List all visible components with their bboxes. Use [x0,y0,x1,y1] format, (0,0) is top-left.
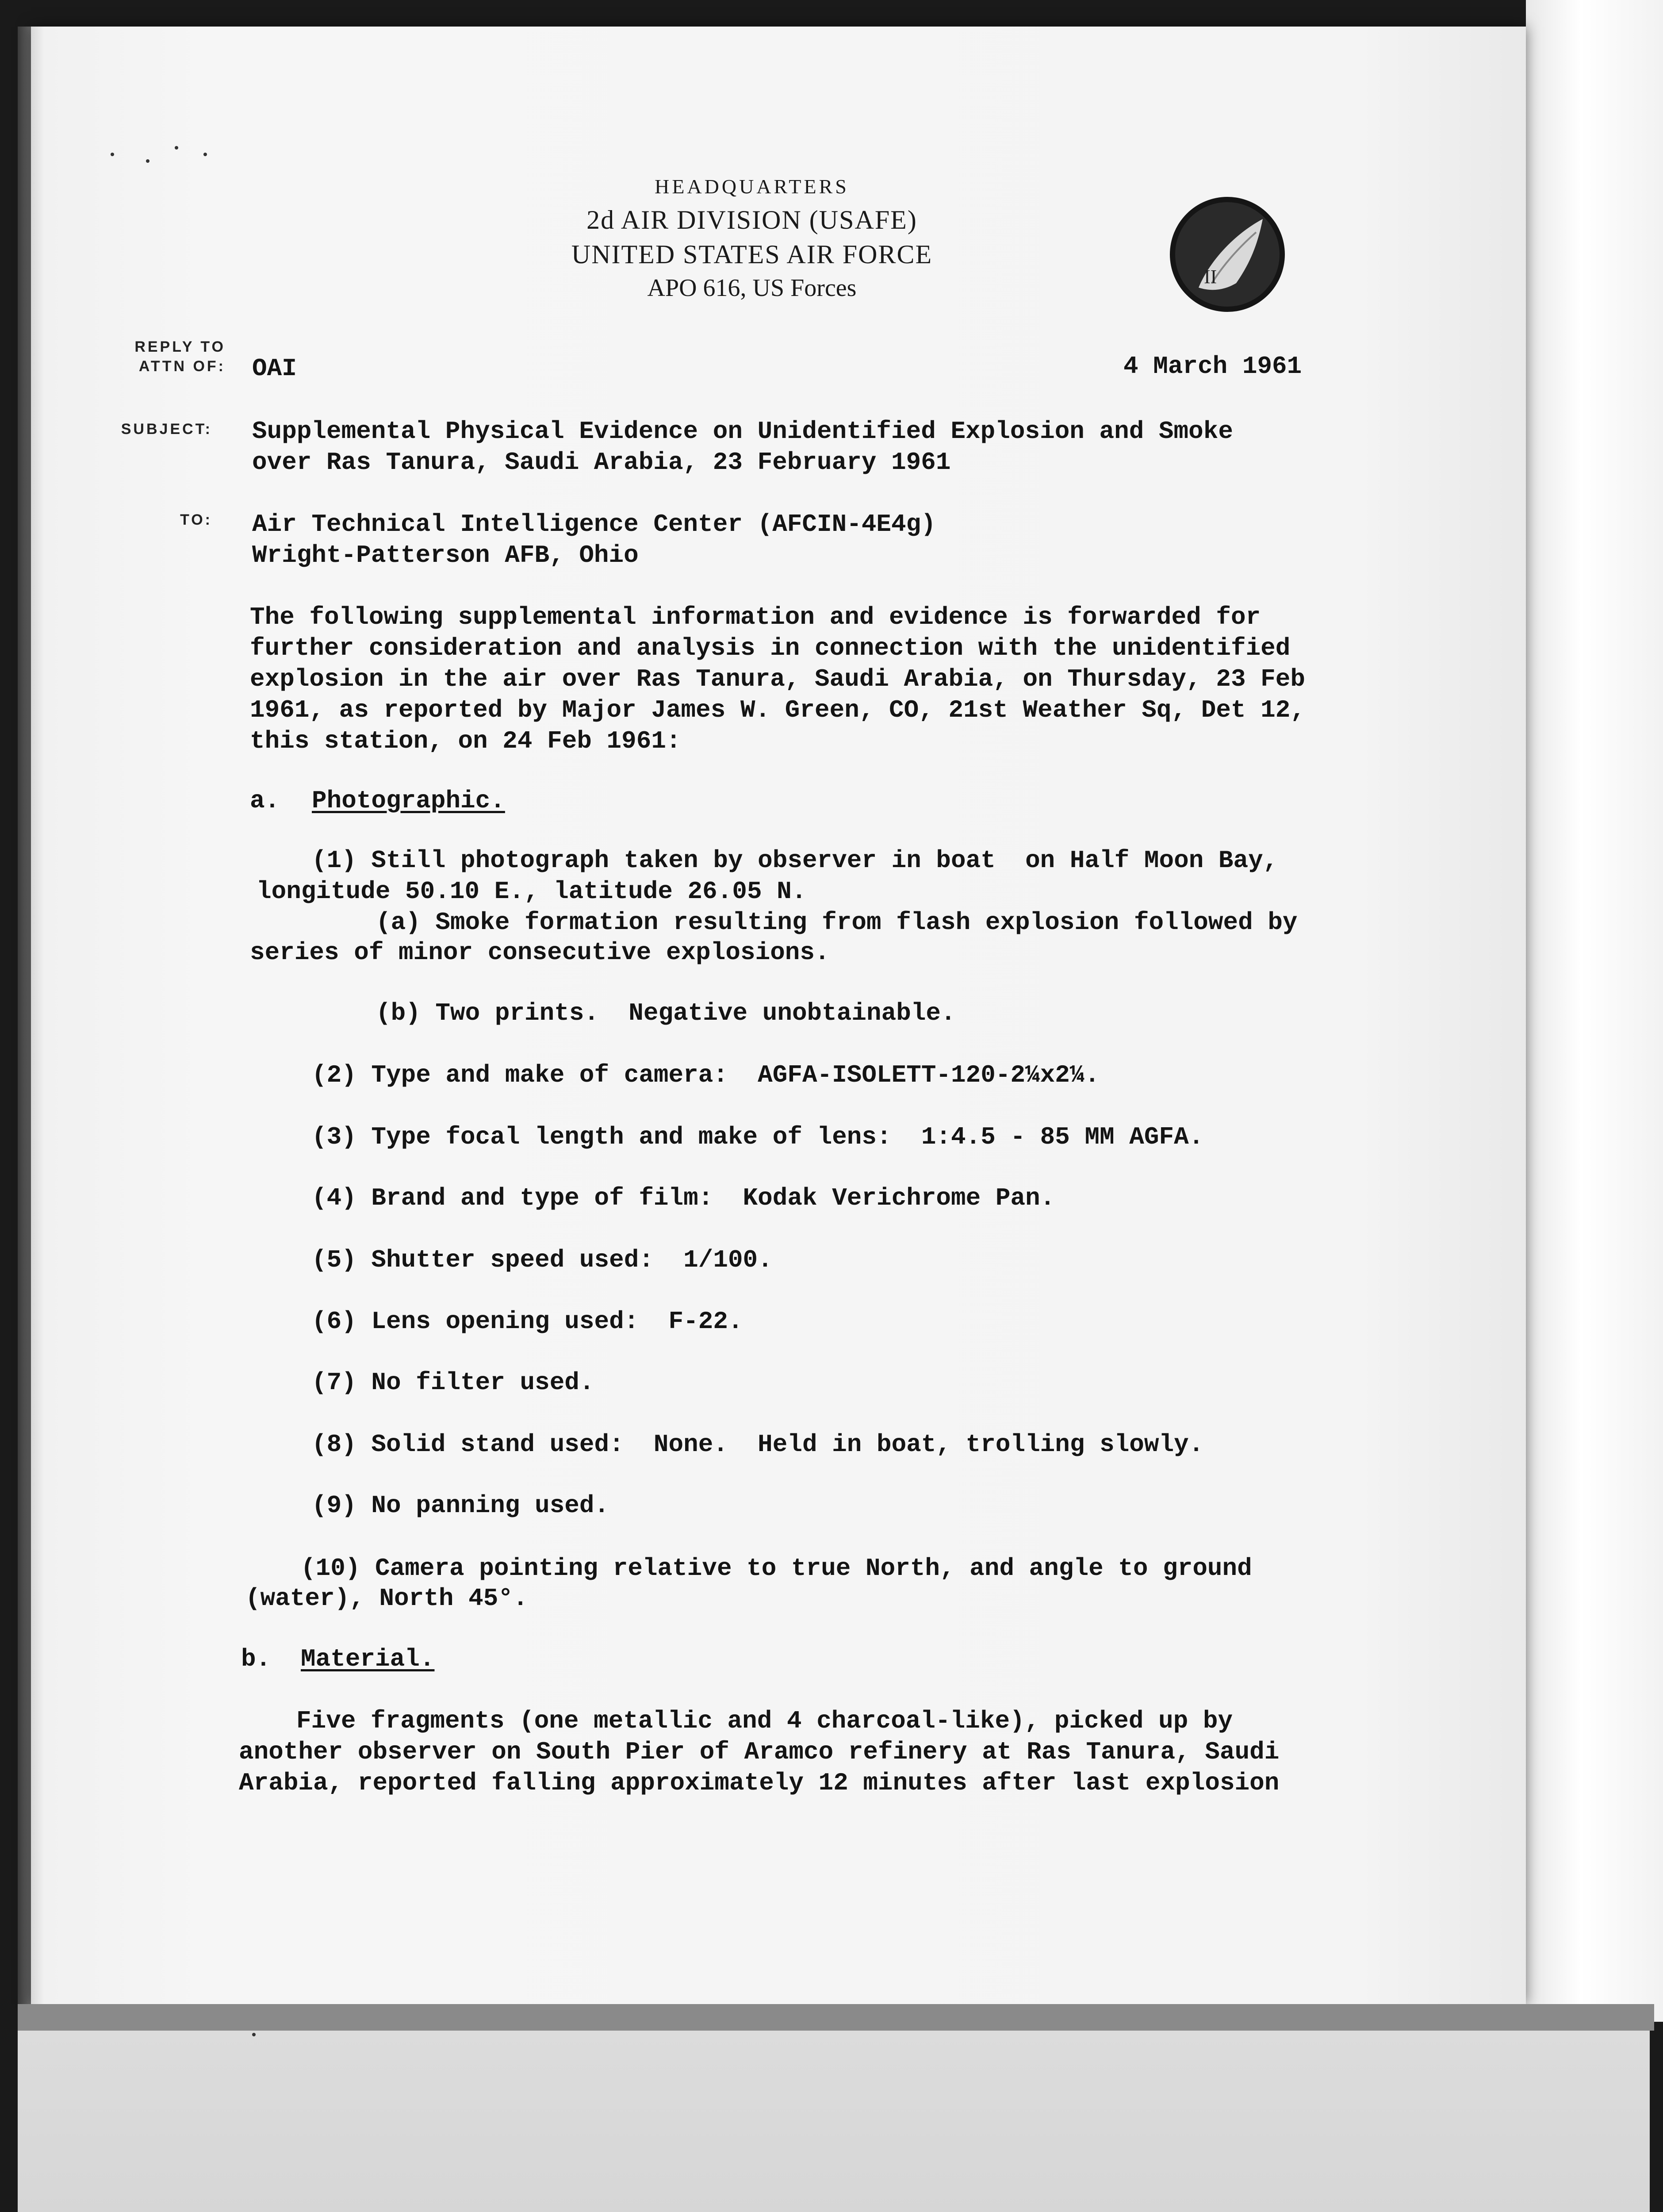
item-6: (6) Lens opening used: F-22. [312,1307,743,1336]
reply-to-label [75,337,226,376]
film-speck [175,146,178,150]
subject-text [252,416,1233,478]
intro-line: The following supplemental information and evidence is forwarded for [250,603,1261,631]
addressee [252,509,936,571]
intro-line: 1961, as reported by Major James W. Green, CO, 21st Weather Sq, Det 12, [250,696,1305,724]
item-4: (4) Brand and type of film: Kodak Verichrome Pan. [312,1184,1055,1212]
page-bottom-edge [18,2004,1654,2031]
letterhead-apo: APO 616, US Forces [647,274,857,302]
item-1b: (b) Two prints. Negative unobtainable. [376,999,956,1027]
item-9: (9) No panning used. [312,1491,609,1520]
subject-line: over Ras Tanura, Saudi Arabia, 23 February 1961 [252,448,951,476]
item-10-line2: (water), North 45°. [245,1584,528,1613]
item-10-line1: (10) Camera pointing relative to true North, and angle to ground [301,1554,1252,1582]
material-line: Arabia, reported falling approximately 12 minutes after last explosion [239,1769,1280,1797]
subject-line: Supplemental Physical Evidence on Unidentified Explosion and Smoke [252,417,1233,445]
film-speck [252,2033,256,2036]
letterhead [531,175,973,304]
item-1a-line2: series of minor consecutive explosions. [250,938,830,967]
material-paragraph [239,1705,1279,1798]
emblem-label: II [1204,266,1217,288]
material-line: another observer on South Pier of Aramco refinery at Ras Tanura, Saudi [239,1738,1280,1766]
air-division-emblem-icon [1168,195,1287,314]
intro-line: further consideration and analysis in connection with the unidentified [250,634,1291,662]
item-3: (3) Type focal length and make of lens: 1:4.5 - 85 MM AGFA. [312,1123,1204,1151]
film-backing [18,2022,1650,2212]
letterhead-headquarters: HEADQUARTERS [655,175,849,198]
section-b-marker: b. [241,1645,271,1673]
letter-date: 4 March 1961 [1123,352,1302,380]
to-label: TO: [180,511,212,528]
intro-line: this station, on 24 Feb 1961: [250,727,681,755]
reply-to-label-line2: ATTN OF: [138,358,226,375]
letterhead-air-force: UNITED STATES AIR FORCE [571,240,933,269]
film-right-margin [1526,0,1663,2022]
item-5: (5) Shutter speed used: 1/100. [312,1246,773,1274]
material-line: Five fragments (one metallic and 4 charcoal-like), picked up by [296,1707,1233,1735]
office-symbol: OAI [252,354,297,383]
section-a-marker: a. [250,787,280,815]
addressee-line: Air Technical Intelligence Center (AFCIN-4E4g) [252,510,936,538]
intro-line: explosion in the air over Ras Tanura, Saudi Arabia, on Thursday, 23 Feb [250,665,1305,693]
item-2: (2) Type and make of camera: AGFA-ISOLETT-120-2¼x2¼. [312,1061,1100,1089]
section-b-heading: Material. [301,1645,435,1673]
item-1a-line1: (a) Smoke formation resulting from flash explosion followed by [376,908,1298,937]
film-speck [111,153,114,156]
section-a-heading: Photographic. [312,787,505,815]
item-7: (7) No filter used. [312,1368,594,1397]
subject-label: SUBJECT: [121,421,212,438]
item-1-line2: longitude 50.10 E., latitude 26.05 N. [257,877,807,906]
reply-to-label-line1: REPLY TO [134,338,226,355]
item-1-line1: (1) Still photograph taken by observer in boat on Half Moon Bay, [312,846,1278,875]
addressee-line: Wright-Patterson AFB, Ohio [252,541,639,569]
letterhead-division: 2d AIR DIVISION (USAFE) [586,205,917,234]
item-8: (8) Solid stand used: None. Held in boat, trolling slowly. [312,1430,1204,1459]
film-speck [146,159,149,163]
film-speck [203,153,207,156]
intro-paragraph [250,602,1305,757]
